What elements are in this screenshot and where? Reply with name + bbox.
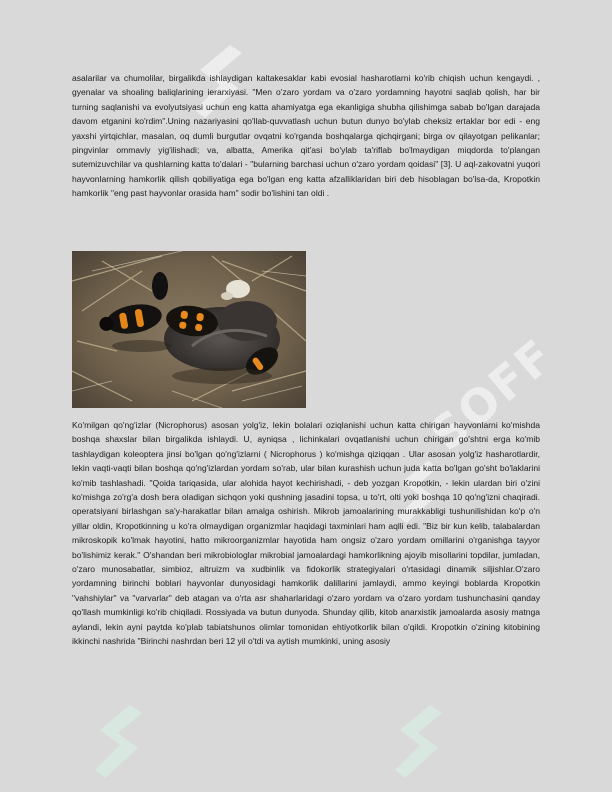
beetles-photo bbox=[72, 251, 306, 408]
watermark-logo-icon bbox=[80, 700, 150, 790]
body-paragraph-2: Ko'milgan qo'ng'izlar (Nicrophorus) asosan yolg'iz, lekin bolalari oziqlanishi uchun katta chirigan hayvonlarni ko'mishda boshqa shaxslar bilan birgalikda ishlaydi. U, ayniqsa , lichinkalari ovqatlanishi uchun chirigan go'shtni erga ko'mib tashlaydigan koleoptera jinsi bo'lgan qo'ng'izlarni ( Nicrophorus ) ko'mishga qiziqqan . Ular asosan yolg'iz hasharotlardir, lekin vaqti-vaqti bilan boshqa qo'ng'izlardan yordam so'rab, ular bilan kurashish uchun juda katta bo'lgan go'sht bo'laklarini ko'mib tashlashadi. "Qoida tariqasida, ular alohida hayot kechirishadi, - deb yozgan Kropotkin, - lekin ulardan biri o'zini ko'mishga zo'rg'a dosh bera oladigan sichqon yoki qushning jasadini topsa, u to'rt, olti yoki boshqa 10 qo'ng'izni chaqiradi. operatsiyani birlashgan sa'y-harakatlar bilan amalga oshirish. Mikrob jamoalarining murakkabligi tushunilishidan ko'p o'n yillar oldin, Kropotkinning u ko'ra olmaydigan organizmlar haqidagi taxminlari ham aqlli edi. "Biz bir kun kelib, talabalardan mikroskopik ko'lmak hayotini, hatto mikroorganizmlar hayotida ham ongsiz o'zaro yordam omillarini o'rganishga tayyor bo'lishimiz kerak." O'shandan beri mikrobiologlar mikrobial jamoalardagi hamkorlikning ajoyib misollarini topdilar, jumladan, o'zaro munosabatlar, simbioz, altruizm va xudbinlik va fidokorlik strategiyalari o'rtasidagi dinamik siljishlar.O'zaro yordamning birinchi boblari hayvonlar dunyosidagi hamkorlik dalillarini jamlaydi, ammo keyingi boblarda Kropotkin "vahshiylar" va "varvarlar" deb atagan va o'rta asr shaharlaridagi o'zaro yordam va o'zaro yordam tushunchasini qanday qo'llash mumkinligi ko'rib chiqiladi. Rossiyada va butun dunyoda. Shunday qilib, kitob anarxistik jamoalarda asosiy matnga aylandi, lekin ayni paytda ko'plab tabiatshunos olimlar tomonidan ehtiyotkorlik bilan o'qildi. Kropotkin o'zining kitobining ikkinchi nashrida "Birinchi nashrdan beri 12 yil o'tdi va aytish mumkinki, uning asosiy bbox=[72, 420, 540, 647]
watermark-logo-icon bbox=[380, 700, 450, 790]
watermark-text: SOFF bbox=[420, 328, 565, 462]
body-paragraph-1: asalarilar va chumolilar, birgalikda ishlaydigan kaltakesaklar kabi evosial hasharotlarni ko'rib chiqish uchun kengaydi. , gyenalar va shoaling baliqlarining ierarxiyasi. "Men o'zaro yordam va o'zaro yordamning hayotni saqlab qolish, har bir turning saqlanishi va evolyutsiyasi uchun eng katta ahamiyatga ega ekanligiga shubha qilishimga sabab bo'lgan darajada davom etganini ko'rdim".Uning nazariyasini qo'llab-quvvatlash uchun butun dunyo bo'ylab cheksiz ertaklar bor edi - eng yaxshi yirtqichlar, masalan, oq dumli burgutlar ovqatni ko'rganda boshqalarga qichqirgani; birga ov qilayotgan pelikanlar; pingvinlar ommaviy yig'ilishadi; va, albatta, Amerika qit'asi bo'ylab ta'riflab bo'lmaydigan miqdorda to'plangan sutemizuvchilar va qushlarning katta to'dalari - "bularning barchasi uchun o'zaro yordam qoidasi" [3]. U aql-zakovatni yuqori hayvonlarning hamkorlik qilish qobiliyatiga ega bo'lgan eng katta afzalliklaridan biri deb hisoblagan bo'lsa-da, Kropotkin hamkorlik "eng past hayvonlar orasida ham" sodir bo'lishini tan oldi . bbox=[72, 73, 540, 199]
burying-beetles-photo-icon bbox=[72, 251, 306, 408]
